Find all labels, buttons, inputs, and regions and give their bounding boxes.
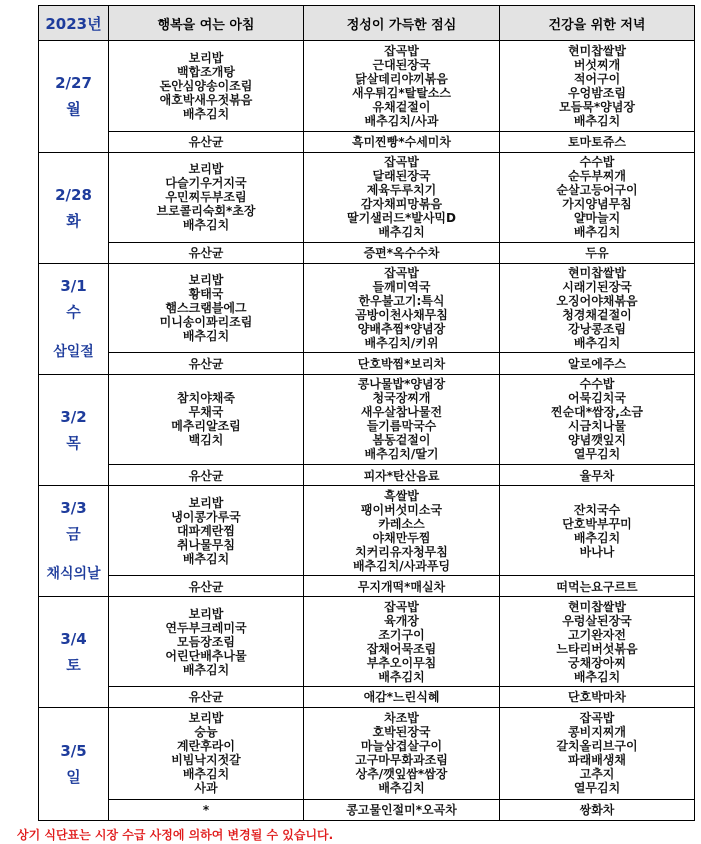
header-row [39,6,695,41]
menu-item: 열무김치 [573,447,621,462]
menu-item: 미니송이꽈리조림 [159,315,253,330]
menu-item: 양념깻잎지 [568,433,626,448]
snack-row [39,686,695,707]
menu-item: 배추김치 [573,669,621,684]
snack-row [39,353,695,374]
menu-item: 마늘삼겹살구이 [360,739,443,754]
menu-item: 배추김치 [378,225,425,240]
dinner-cell [500,374,695,465]
menu-item: 흑쌀밥 [384,488,419,503]
breakfast-cell [109,41,304,132]
breakfast-header: 행복을 여는 아침 [109,6,304,41]
menu-item: 고추지 [579,767,615,782]
menu-item: 잡곡밥 [579,711,615,726]
lunch-cell [304,263,500,353]
breakfast-cell [109,486,304,576]
day-row [39,263,695,353]
lunch-cell [304,374,500,465]
holiday-label: 삼일절 [53,343,94,360]
menu-item: 호박된장국 [372,725,431,740]
menu-item: 파래배생채 [568,753,626,768]
menu-item: 보리밥 [188,495,224,510]
day-row [39,374,695,465]
menu-item: 잡채어묵조림 [366,641,437,656]
menu-item: 잡곡밥 [384,266,419,281]
date-label: 2/28 [55,185,92,204]
menu-item: 청경채겉절이 [562,308,632,323]
menu-item: 사과 [194,781,218,796]
menu-item: 배추김치 [573,225,621,240]
menu-item: 조기구이 [378,627,425,642]
snack-cell: 알로에주스 [500,353,695,374]
menu-item: 버섯찌개 [573,57,621,72]
menu-item: 보리밥 [188,162,224,177]
menu-item: 달래된장국 [372,169,431,184]
menu-item: 어린단배추나물 [165,648,247,663]
breakfast-cell [109,708,304,800]
dinner-cell [500,41,695,132]
menu-item: 수수밥 [579,377,615,392]
menu-item: 잔치국수 [573,502,621,517]
menu-item: 열무김치 [573,781,621,796]
day-cell [39,263,109,374]
menu-body [39,41,695,821]
date-label: 3/5 [60,742,87,760]
day-cell [39,708,109,821]
menu-item: 야채만두찜 [372,530,431,545]
snack-cell: 단호박마차 [500,686,695,707]
menu-item: 배추김치 [182,551,230,566]
snack-cell: 유산균 [109,242,304,263]
menu-item: 잡곡밥 [384,599,419,614]
dinner-header: 건강을 위한 저녁 [500,6,695,41]
menu-item: 현미찹쌀밥 [568,266,626,281]
day-cell [39,374,109,486]
menu-item: 차조밥 [384,711,419,726]
menu-item: 배추김치 [182,662,230,677]
snack-cell: 유산균 [109,576,304,597]
date-label: 3/1 [60,276,87,295]
menu-item: 배추김치/사과푸딩 [352,558,451,573]
menu-item: 수수밥 [579,155,615,170]
snack-cell: 유산균 [109,465,304,486]
menu-item: 들기름막국수 [366,419,437,434]
menu-item: 대파계란찜 [177,523,235,538]
snack-cell: 유산균 [109,353,304,374]
snack-row [39,131,695,152]
menu-item: 백김치 [188,433,224,448]
breakfast-cell [109,597,304,687]
menu-item: 어묵김치국 [568,391,626,406]
menu-item: 근대된장국 [372,57,431,72]
menu-item: 배추김치/딸기 [364,447,439,462]
menu-item: 보리밥 [188,50,224,65]
menu-item: 배추김치 [573,530,621,545]
menu-item: 바나나 [579,544,615,559]
day-row [39,41,695,132]
menu-item: 시금치나물 [568,419,626,434]
menu-item: 부추오이무침 [366,655,437,670]
menu-item: 메추리알조림 [171,419,241,434]
snack-cell: 콩고물인절미*오곡차 [304,799,500,820]
menu-item: 참치야채죽 [177,391,235,406]
menu-item: 배추김치 [182,218,230,233]
menu-item: 우엉밤조림 [568,85,626,100]
breakfast-cell [109,152,304,242]
menu-item: 육개장 [384,613,419,628]
year-header: 2023년 [39,6,109,41]
breakfast-cell [109,263,304,353]
menu-item: 얄마늘지 [573,211,621,226]
menu-item: 새우튀김*탈탈소스 [351,85,451,100]
menu-item: 배추김치 [573,113,621,128]
menu-item: 햄스크램블에그 [165,301,247,316]
menu-item: 유채겉절이 [372,99,431,114]
menu-item: 백합조개탕 [177,64,235,79]
snack-row [39,465,695,486]
snack-cell: 떠먹는요구르트 [500,576,695,597]
weekday-label: 월 [66,100,81,119]
menu-item: 제육두루치기 [366,183,437,198]
snack-cell: 애감*느린식혜 [304,686,500,707]
menu-item: 오징어야채볶음 [556,294,638,309]
day-row [39,597,695,687]
lunch-cell [304,152,500,242]
menu-item: 무채국 [188,405,224,420]
menu-item: 양배추찜*양념장 [357,322,446,337]
menu-item: 순두부찌개 [568,169,626,184]
menu-item: 애호박새우젓볶음 [159,92,253,107]
dinner-cell [500,152,695,242]
menu-item: 카레소스 [378,516,425,531]
menu-item: 배추김치 [182,329,230,344]
day-row [39,152,695,242]
menu-item: 청국장찌개 [372,391,431,406]
weekday-label: 화 [66,211,81,230]
menu-item: 잡곡밥 [384,43,419,58]
menu-item: 보리밥 [188,606,224,621]
weekday-label: 수 [66,302,81,321]
menu-item: 다슬기우거지국 [165,176,247,191]
date-label: 3/3 [60,499,87,518]
menu-item: 고구마무화과조림 [355,753,448,768]
snack-cell: 두유 [500,242,695,263]
menu-item: 배추김치 [182,767,230,782]
menu-item: 냉이콩가루국 [171,509,241,524]
menu-item: 콩나물밥*양념장 [357,377,446,392]
menu-item: 배추김치 [182,106,230,121]
day-cell [39,152,109,263]
snack-cell: 쌍화차 [500,799,695,820]
menu-item: 모듬장조림 [177,634,235,649]
menu-item: 보리밥 [188,711,224,726]
menu-item: 잡곡밥 [384,155,419,170]
menu-item: 감자채피망볶음 [360,197,443,212]
breakfast-cell [109,374,304,465]
menu-item: 닭살데리야끼볶음 [355,71,448,86]
menu-item: 배추김치/키위 [364,336,439,351]
notice-text: 상기 식단표는 시장 수급 사정에 의하여 변경될 수 있습니다. [17,828,334,842]
menu-item: 우렁살된장국 [562,613,632,628]
menu-item: 콩비지찌개 [568,725,626,740]
dinner-cell [500,597,695,687]
menu-item: 들깨미역국 [372,280,431,295]
menu-item: 보리밥 [188,273,224,288]
date-label: 3/4 [60,630,87,649]
menu-item: 비빔낙지젓갈 [171,753,241,768]
snack-cell: * [109,799,304,820]
lunch-cell [304,597,500,687]
lunch-cell [304,708,500,800]
weekday-label: 토 [66,656,81,675]
lunch-header: 정성이 가득한 점심 [304,6,500,41]
menu-item: 우민찌두부조림 [165,190,247,205]
menu-item: 순살고등어구이 [556,183,638,198]
dinner-cell [500,263,695,353]
date-label: 3/2 [60,407,87,426]
menu-item: 갈치올리브구이 [556,739,638,754]
menu-item: 느타리버섯볶음 [556,641,638,656]
menu-item: 모듬묵*양념장 [559,99,635,114]
menu-item: 취나물무침 [177,537,235,552]
menu-item: 한우불고기:특식 [358,294,445,309]
weekday-label: 일 [66,768,81,786]
meal-plan-table [38,5,695,821]
snack-cell: 증편*옥수수차 [304,242,500,263]
menu-item: 브로콜리숙회*초장 [156,204,256,219]
menu-item: 숭늉 [194,725,218,740]
snack-cell: 토마토쥬스 [500,131,695,152]
menu-item: 연두부크레미국 [165,620,247,635]
weekday-label: 금 [66,525,81,544]
menu-item: 배추김치 [573,336,621,351]
lunch-cell [304,486,500,576]
weekday-label: 목 [66,433,81,452]
menu-item: 계란후라이 [177,739,235,754]
menu-item: 찐순대*쌈장,소금 [551,405,643,420]
menu-item: 곰방이천사채무침 [355,308,448,323]
menu-item: 새우살참나물전 [360,405,443,420]
snack-cell: 유산균 [109,131,304,152]
menu-item: 딸기샐러드*발사믹D [347,211,456,226]
menu-item: 상추/깻잎쌈*쌈장 [355,767,448,782]
day-row [39,486,695,576]
snack-cell: 단호박찜*보리차 [304,353,500,374]
dinner-cell [500,486,695,576]
lunch-cell [304,41,500,132]
snack-row [39,576,695,597]
menu-item: 황태국 [188,287,224,302]
day-row [39,708,695,800]
snack-row [39,799,695,820]
snack-cell: 율무차 [500,465,695,486]
menu-item: 단호박부꾸미 [562,516,632,531]
menu-item: 고기완자전 [568,627,626,642]
menu-item: 배추김치 [378,781,425,796]
menu-item: 적어구이 [573,71,621,86]
snack-cell: 무지개떡*매실차 [304,576,500,597]
menu-item: 팽이버섯미소국 [360,502,443,517]
menu-item: 강낭콩조림 [568,322,626,337]
snack-cell: 피자*탄산음료 [304,465,500,486]
menu-item: 돈안심양송이조림 [159,78,253,93]
menu-item: 봄동겉절이 [372,433,431,448]
day-cell [39,597,109,708]
dinner-cell [500,708,695,800]
snack-cell: 흑미찐빵*수세미차 [304,131,500,152]
menu-item: 시래기된장국 [562,280,632,295]
menu-item: 치커리유자청무침 [355,544,448,559]
menu-item: 배추김치 [378,669,425,684]
menu-item: 현미찹쌀밥 [568,43,626,58]
snack-cell: 유산균 [109,686,304,707]
day-cell [39,41,109,153]
menu-item: 궁채장아찌 [568,655,626,670]
menu-item: 배추김치/사과 [364,113,439,128]
day-cell [39,486,109,597]
date-label: 2/27 [55,74,92,93]
holiday-label: 채식의날 [46,566,101,583]
snack-row [39,242,695,263]
menu-item: 가지양념무침 [562,197,632,212]
menu-item: 현미찹쌀밥 [568,599,626,614]
